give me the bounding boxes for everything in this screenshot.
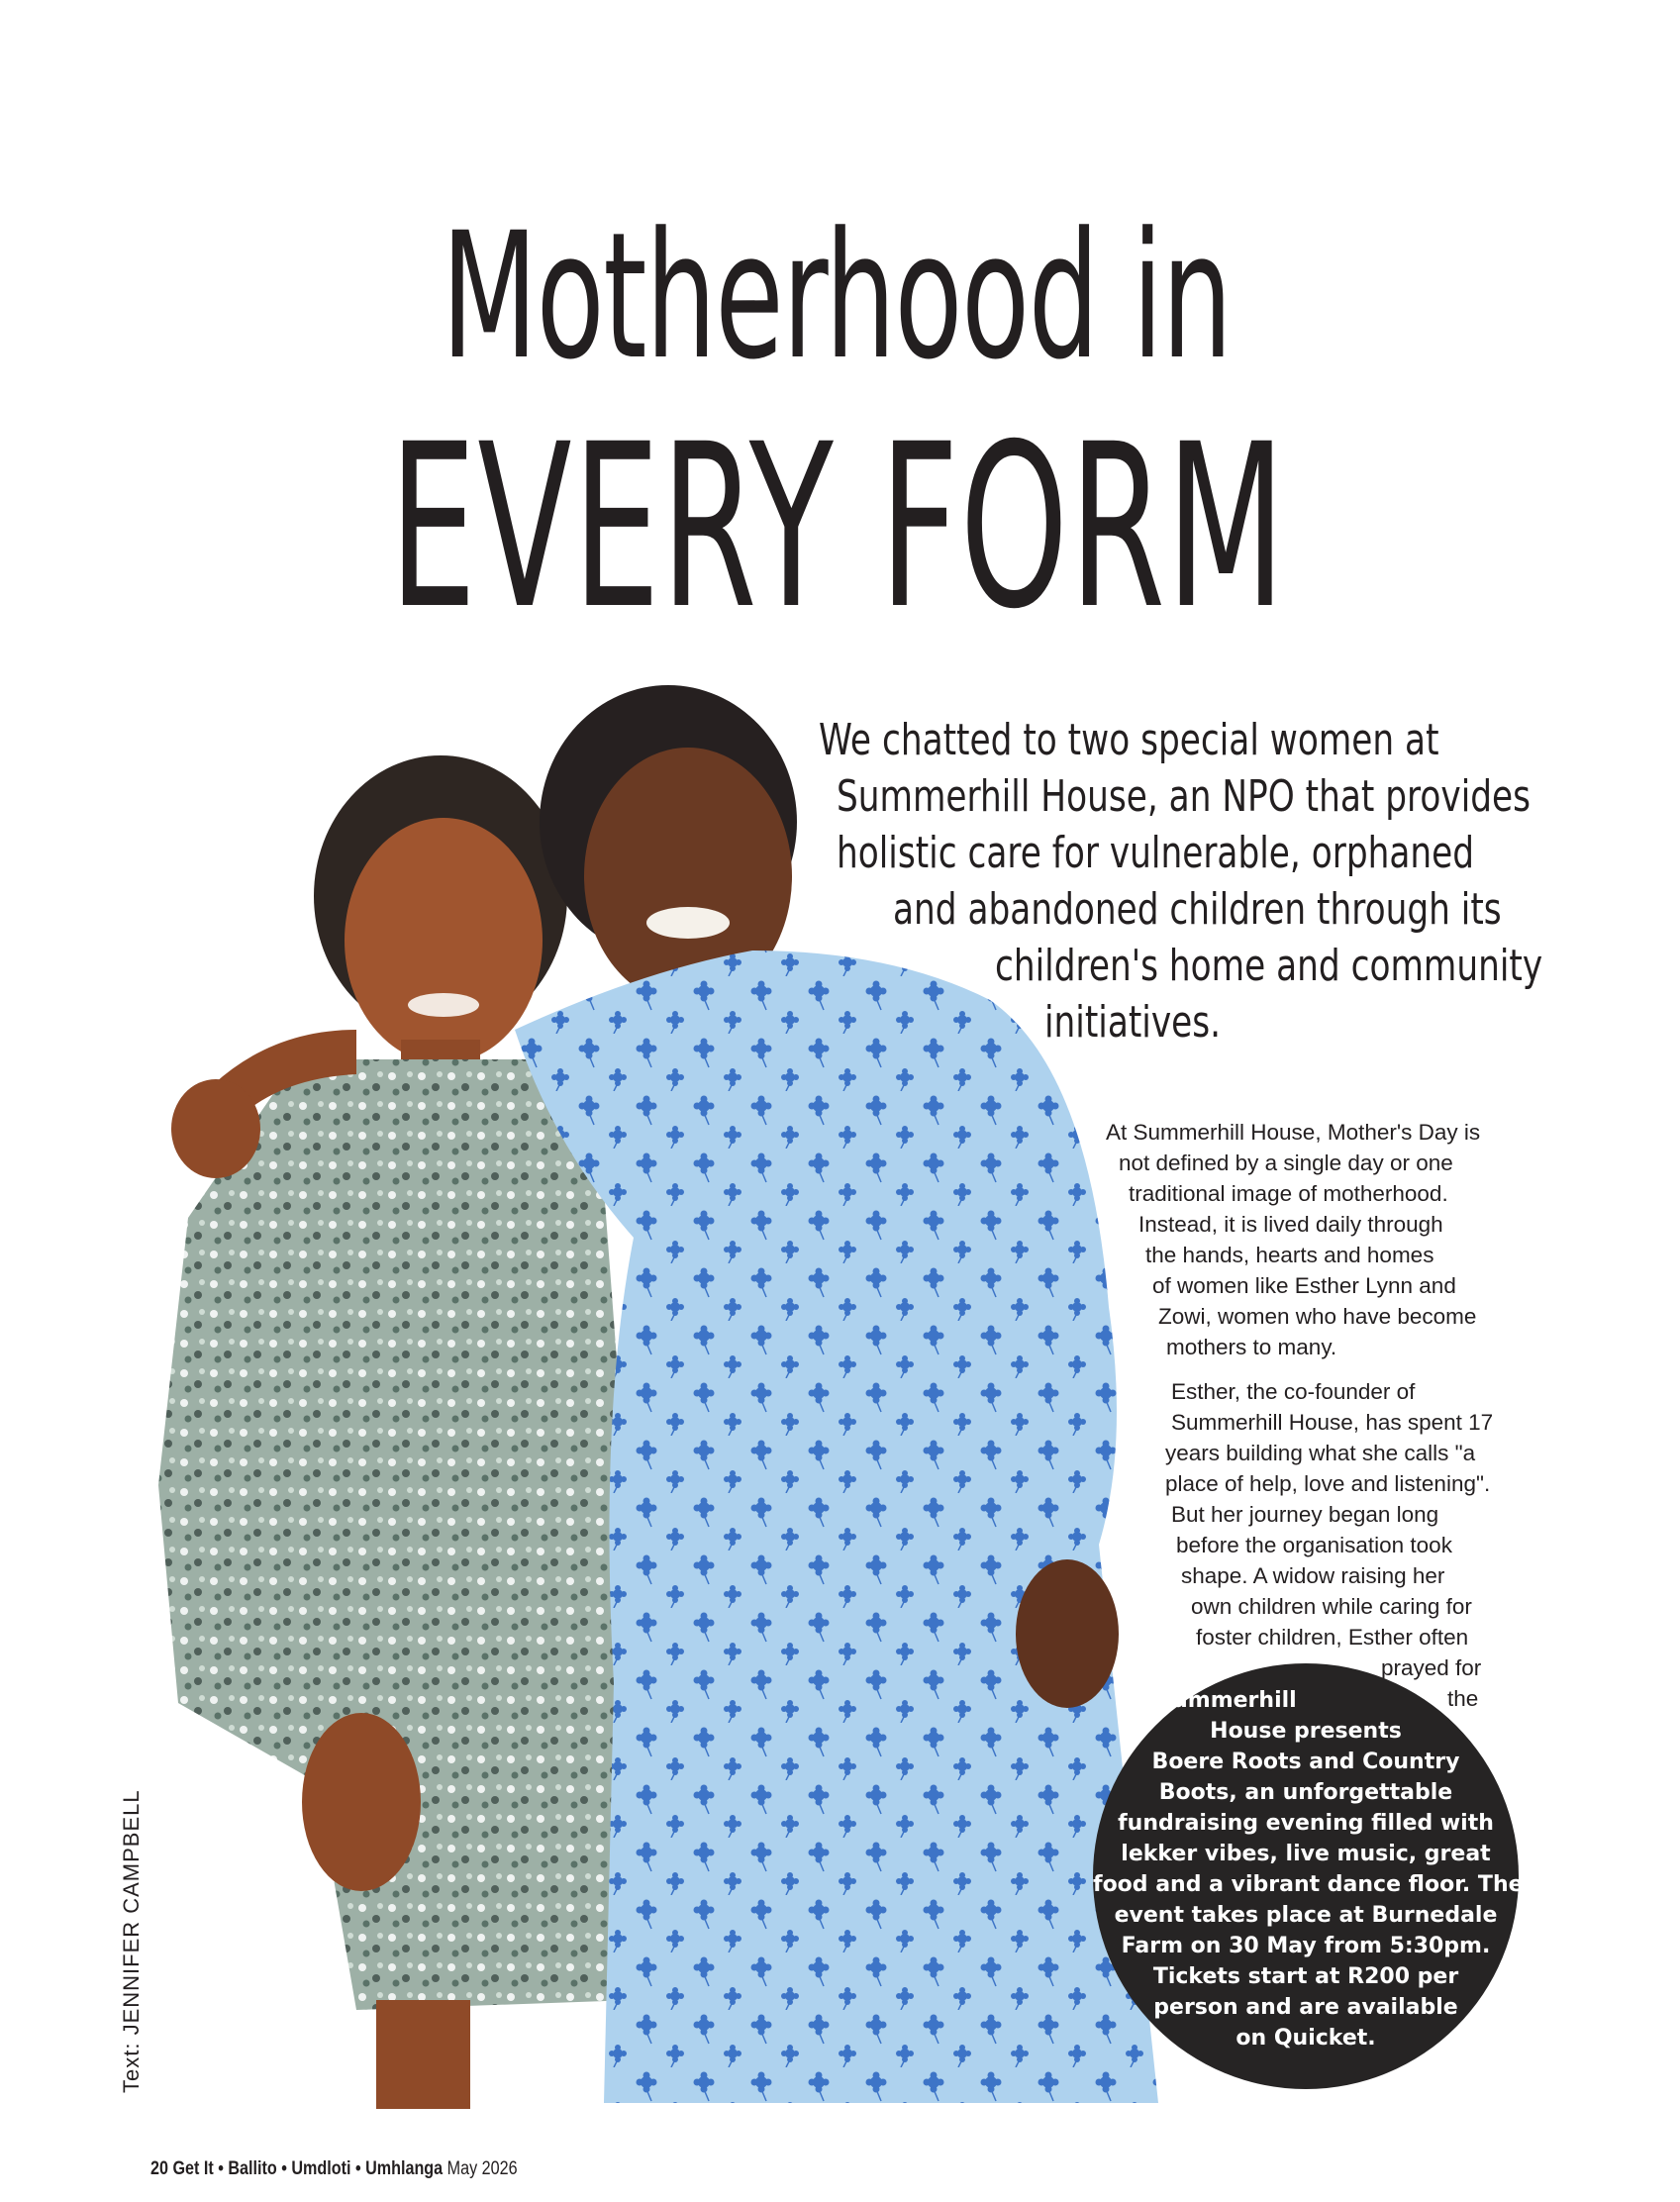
callout-line: fundraising evening filled with [1118,1811,1494,1836]
body-line: But her journey began long [1171,1502,1439,1527]
body-line: traditional image of motherhood. [1129,1181,1448,1206]
footer-issue: May 2026 [446,2158,518,2179]
intro-line: We chatted to two special women at [819,715,1439,765]
callout-line: Summerhill [1156,1688,1297,1713]
body-line: Summerhill House, has spent 17 [1171,1410,1494,1435]
callout-line: Farm on 30 May from 5:30pm. [1121,1934,1491,1958]
body-line: before the organisation took [1176,1533,1452,1557]
intro-line: holistic care for vulnerable, orphaned [837,828,1475,878]
body-line: shape. A widow raising her [1181,1563,1445,1588]
body-line: mothers to many. [1166,1335,1337,1359]
intro-line: Summerhill House, an NPO that provides [837,771,1532,822]
callout-line: food and a vibrant dance floor. The [1093,1872,1524,1897]
body-line: years building what she calls "a [1165,1441,1476,1465]
callout-line: person and are available [1153,1995,1458,2020]
intro-line: and abandoned children through its [893,884,1502,935]
footer-page-number: 20 [150,2158,168,2179]
page-footer [150,2158,518,2180]
body-line: Esther, the co-founder of [1171,1379,1416,1404]
callout-line: House presents [1210,1719,1402,1744]
headline-line-1: Motherhood in [441,195,1232,398]
footer-publication: Get It [172,2158,214,2179]
footer-regions: Ballito • Umdloti • Umhlanga [228,2158,444,2179]
intro-line: initiatives. [1044,997,1222,1048]
callout-line: Boots, an unforgettable [1158,1780,1453,1805]
body-line: foster children, Esther often [1196,1625,1469,1650]
body-line: the hands, hearts and homes [1145,1243,1434,1267]
intro-line: children's home and community [995,941,1543,991]
callout-line: on Quicket. [1235,2026,1376,2051]
callout-line: event takes place at Burnedale [1114,1903,1498,1928]
footer-separator: • [218,2158,224,2179]
callout-line: lekker vibes, live music, great [1121,1842,1491,1866]
body-line: not defined by a single day or one [1119,1151,1453,1175]
byline: Text: JENNIFER CAMPBELL [119,1789,144,2093]
callout-line: Boere Roots and Country [1151,1750,1460,1774]
body-line: Zowi, women who have become [1158,1304,1477,1329]
headline-line-2: EVERY FORM [389,395,1287,658]
body-line: place of help, love and listening". [1165,1471,1491,1496]
body-line: prayed for [1381,1655,1482,1680]
callout-line: Tickets start at R200 per [1152,1964,1459,1989]
body-line: Instead, it is lived daily through [1138,1212,1443,1237]
body-line: At Summerhill House, Mother's Day is [1106,1120,1481,1145]
body-line: the [1447,1686,1479,1711]
body-line: of women like Esther Lynn and [1152,1273,1456,1298]
body-line: own children while caring for [1191,1594,1472,1619]
